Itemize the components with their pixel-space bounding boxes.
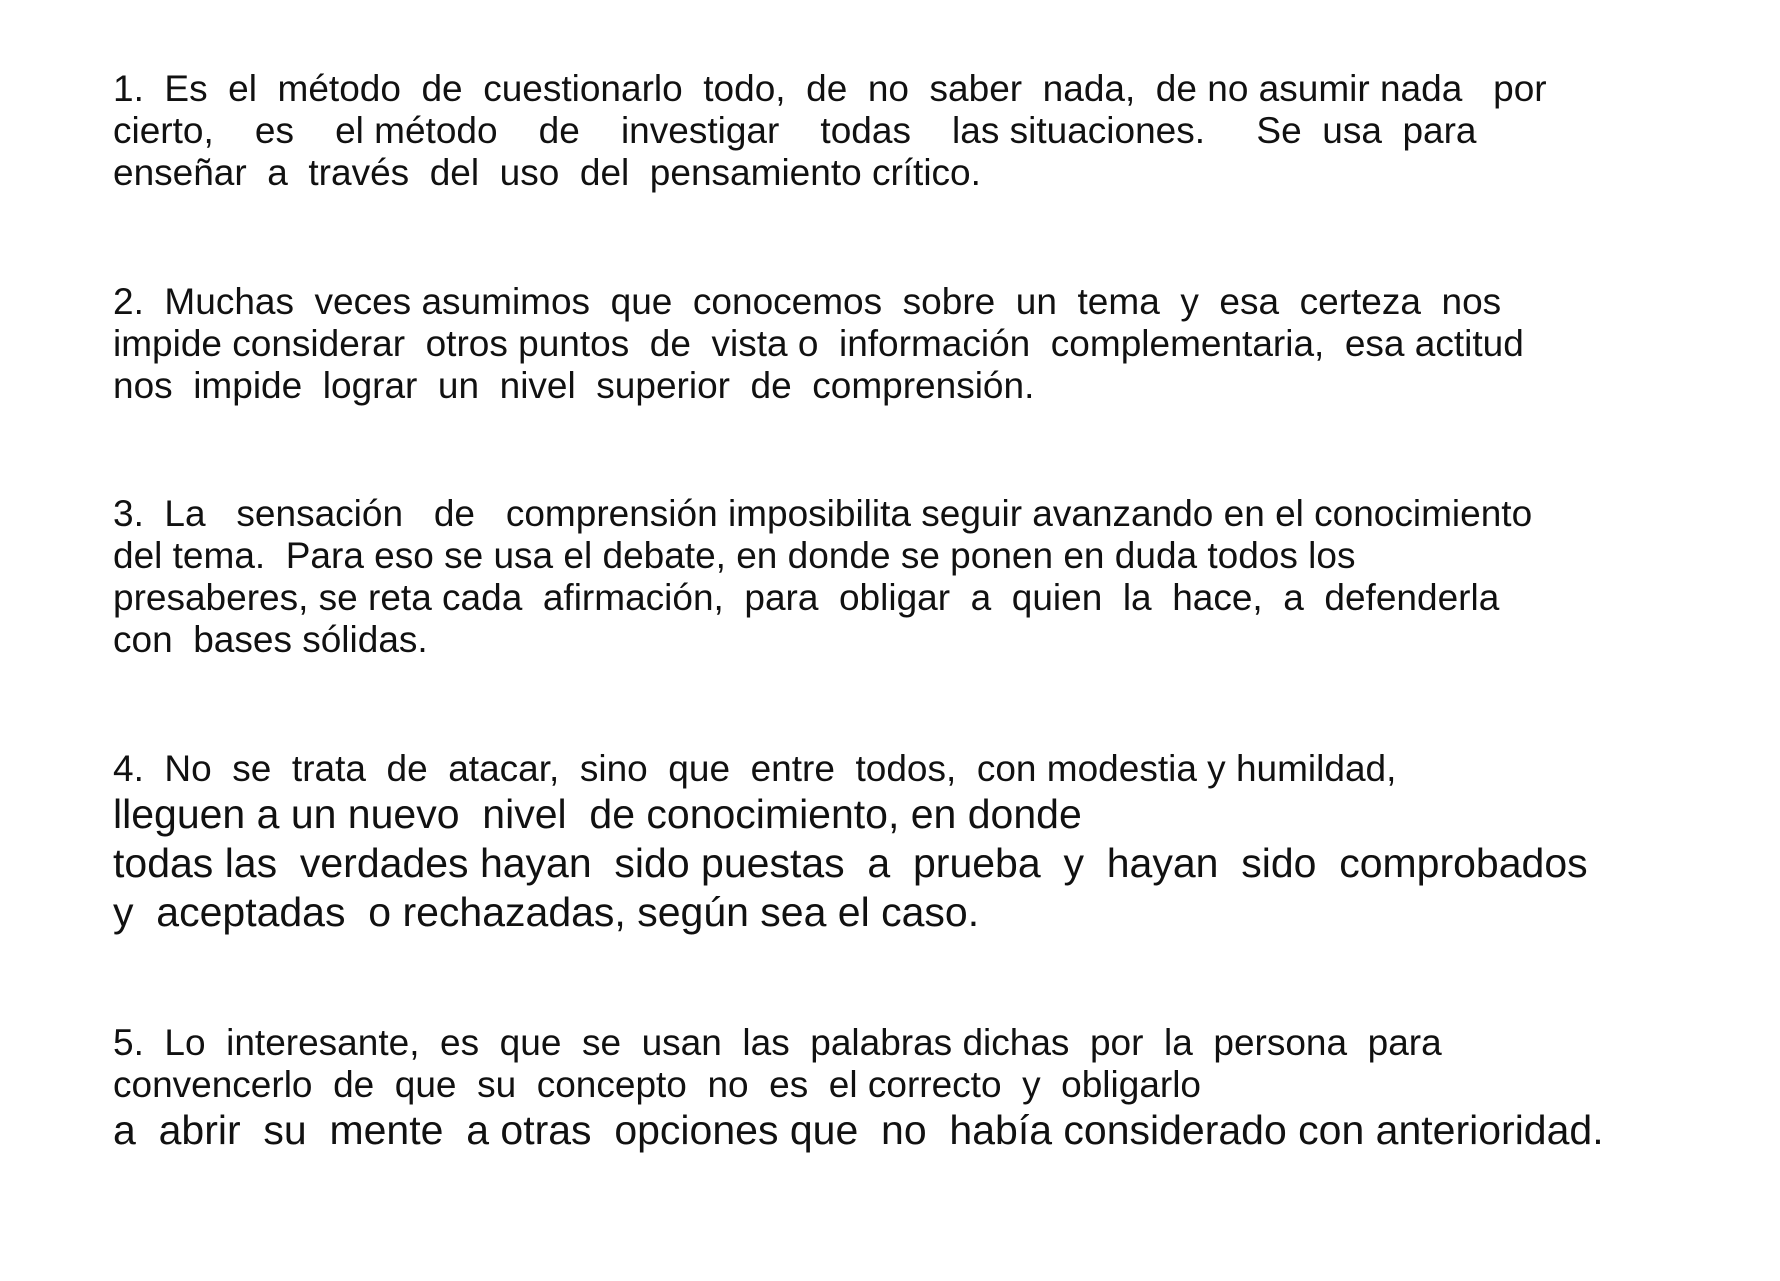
paragraph-5 [113,1022,1673,1155]
paragraph-3-line-2: del tema. Para eso se usa el debate, en donde se ponen en duda todos los [113,535,1356,576]
paragraph-1 [113,68,1673,194]
paragraph-5-line-2: convencerlo de que su concepto no es el correcto y obligarlo [113,1064,1202,1105]
paragraph-3 [113,493,1673,661]
paragraph-3-line-4: con bases sólidas. [113,619,428,660]
paragraph-4-line-2: lleguen a un nuevo nivel de conocimiento, en donde [113,791,1082,837]
paragraph-4-line-1: 4. No se trata de atacar, sino que entre todos, con modestia y humildad, [113,748,1397,789]
paragraph-2-line-1: 2. Muchas veces asumimos que conocemos sobre un tema y esa certeza nos [113,281,1502,322]
paragraph-1-line-2: cierto, es el método de investigar todas las situaciones. Se usa para [113,110,1477,151]
paragraph-4-line-3: todas las verdades hayan sido puestas a prueba y hayan sido comprobados [113,840,1588,886]
paragraph-3-line-3: presaberes, se reta cada afirmación, para obligar a quien la hace, a defenderla [113,577,1500,618]
paragraph-4 [113,748,1673,937]
paragraph-5-line-3: a abrir su mente a otras opciones que no había considerado con anterioridad. [113,1107,1604,1153]
paragraph-5-line-1: 5. Lo interesante, es que se usan las palabras dichas por la persona para [113,1022,1442,1063]
paragraph-2 [113,281,1673,407]
paragraph-1-line-1: 1. Es el método de cuestionarlo todo, de no saber nada, de no asumir nada por [113,68,1547,109]
paragraph-3-line-1: 3. La sensación de comprensión imposibilita seguir avanzando en el conocimiento [113,493,1533,534]
paragraph-4-line-4: y aceptadas o rechazadas, según sea el caso. [113,889,980,935]
paragraph-2-line-3: nos impide lograr un nivel superior de comprensión. [113,365,1035,406]
paragraph-2-line-2: impide considerar otros puntos de vista o información complementaria, esa actitud [113,323,1524,364]
paragraph-1-line-3: enseñar a través del uso del pensamiento crítico. [113,152,981,193]
